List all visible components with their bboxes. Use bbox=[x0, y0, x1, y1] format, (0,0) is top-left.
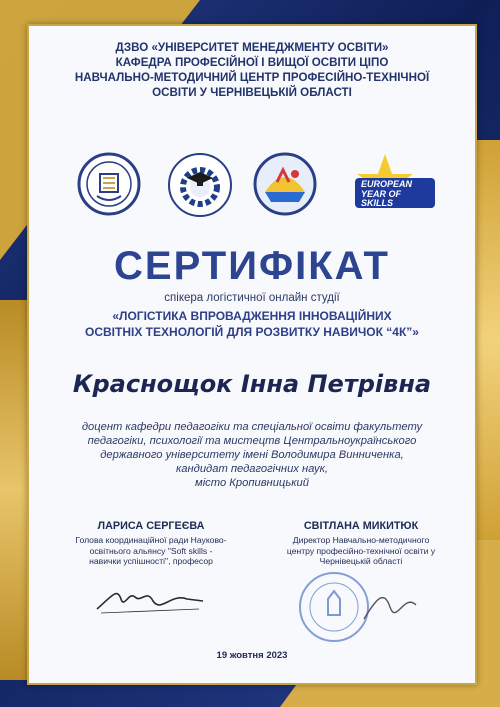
certificate-subtitle: спікера логістичної онлайн студії bbox=[164, 292, 340, 304]
recipient-name: Краснощок Інна Петрівна bbox=[72, 370, 432, 398]
header-line: ДЗВО «УНІВЕРСИТЕТ МЕНЕДЖМЕНТУ ОСВІТИ» bbox=[115, 41, 389, 54]
certificate-date: 19 жовтня 2023 bbox=[216, 650, 288, 661]
signatory-name: ЛАРИСА СЕРГЕЄВА bbox=[97, 520, 205, 532]
topic-line: ОСВІТНІХ ТЕХНОЛОГІЙ ДЛЯ РОЗВИТКУ НАВИЧОК “4К”» bbox=[85, 325, 419, 339]
signatory-role bbox=[71, 535, 231, 567]
description-line: педагогіки, психології та мистецтв Центральноукраїнського bbox=[87, 435, 417, 447]
logos-row bbox=[29, 152, 475, 222]
role-line: навички успішності", професор bbox=[89, 556, 213, 566]
official-stamp-icon bbox=[286, 569, 436, 643]
signatory-role bbox=[281, 535, 441, 567]
certificate-paper bbox=[27, 24, 477, 685]
certificate-title: СЕРТИФІКАТ bbox=[114, 244, 390, 288]
recipient-description bbox=[49, 420, 455, 490]
gear-cap-logo-icon bbox=[167, 152, 233, 218]
description-line: кандидат педагогічних наук, bbox=[175, 463, 329, 475]
role-line: Чернівецькій області bbox=[319, 556, 403, 566]
topic-line: «ЛОГІСТИКА ВПРОВАДЖЕННЯ ІННОВАЦІЙНИХ bbox=[112, 309, 392, 323]
gold-strip-left bbox=[0, 300, 28, 680]
event-topic bbox=[47, 308, 457, 340]
methodical-center-logo-icon bbox=[253, 152, 317, 216]
university-seal-icon bbox=[77, 152, 141, 216]
handwritten-signature-icon bbox=[91, 579, 211, 619]
header-line: КАФЕДРА ПРОФЕСІЙНОЇ І ВИЩОЇ ОСВІТИ ЦІПО bbox=[115, 56, 389, 69]
role-line: Директор Навчально-методичного bbox=[292, 535, 430, 545]
european-year-of-skills-logo bbox=[345, 152, 441, 218]
header-line: НАВЧАЛЬНО-МЕТОДИЧНИЙ ЦЕНТР ПРОФЕСІЙНО-ТЕХНІЧНОЇ bbox=[74, 71, 430, 84]
description-line: місто Кропивницький bbox=[195, 477, 309, 489]
signature-block-left bbox=[71, 520, 231, 624]
role-line: Голова координаційної ради Науково- bbox=[75, 535, 227, 545]
role-line: освітнього альянсу "Soft skills - bbox=[89, 545, 213, 556]
header-line: ОСВІТИ У ЧЕРНІВЕЦЬКІЙ ОБЛАСТІ bbox=[152, 86, 352, 99]
signature-block-right bbox=[281, 520, 441, 648]
european-year-text bbox=[361, 180, 433, 209]
role-line: центру професійно-технічної освіти у bbox=[286, 545, 436, 556]
logo-text-line: YEAR OF bbox=[361, 188, 402, 199]
logo-text-line: SKILLS bbox=[361, 198, 394, 208]
organization-header bbox=[29, 40, 475, 100]
logo-text-line: EUROPEAN bbox=[361, 179, 413, 189]
signatory-name: СВІТЛАНА МИКИТЮК bbox=[303, 520, 419, 532]
description-line: доцент кафедри педагогіки та спеціальної освіти факультету bbox=[81, 421, 423, 433]
description-line: державного університету імені Володимира Винниченка, bbox=[100, 449, 404, 461]
